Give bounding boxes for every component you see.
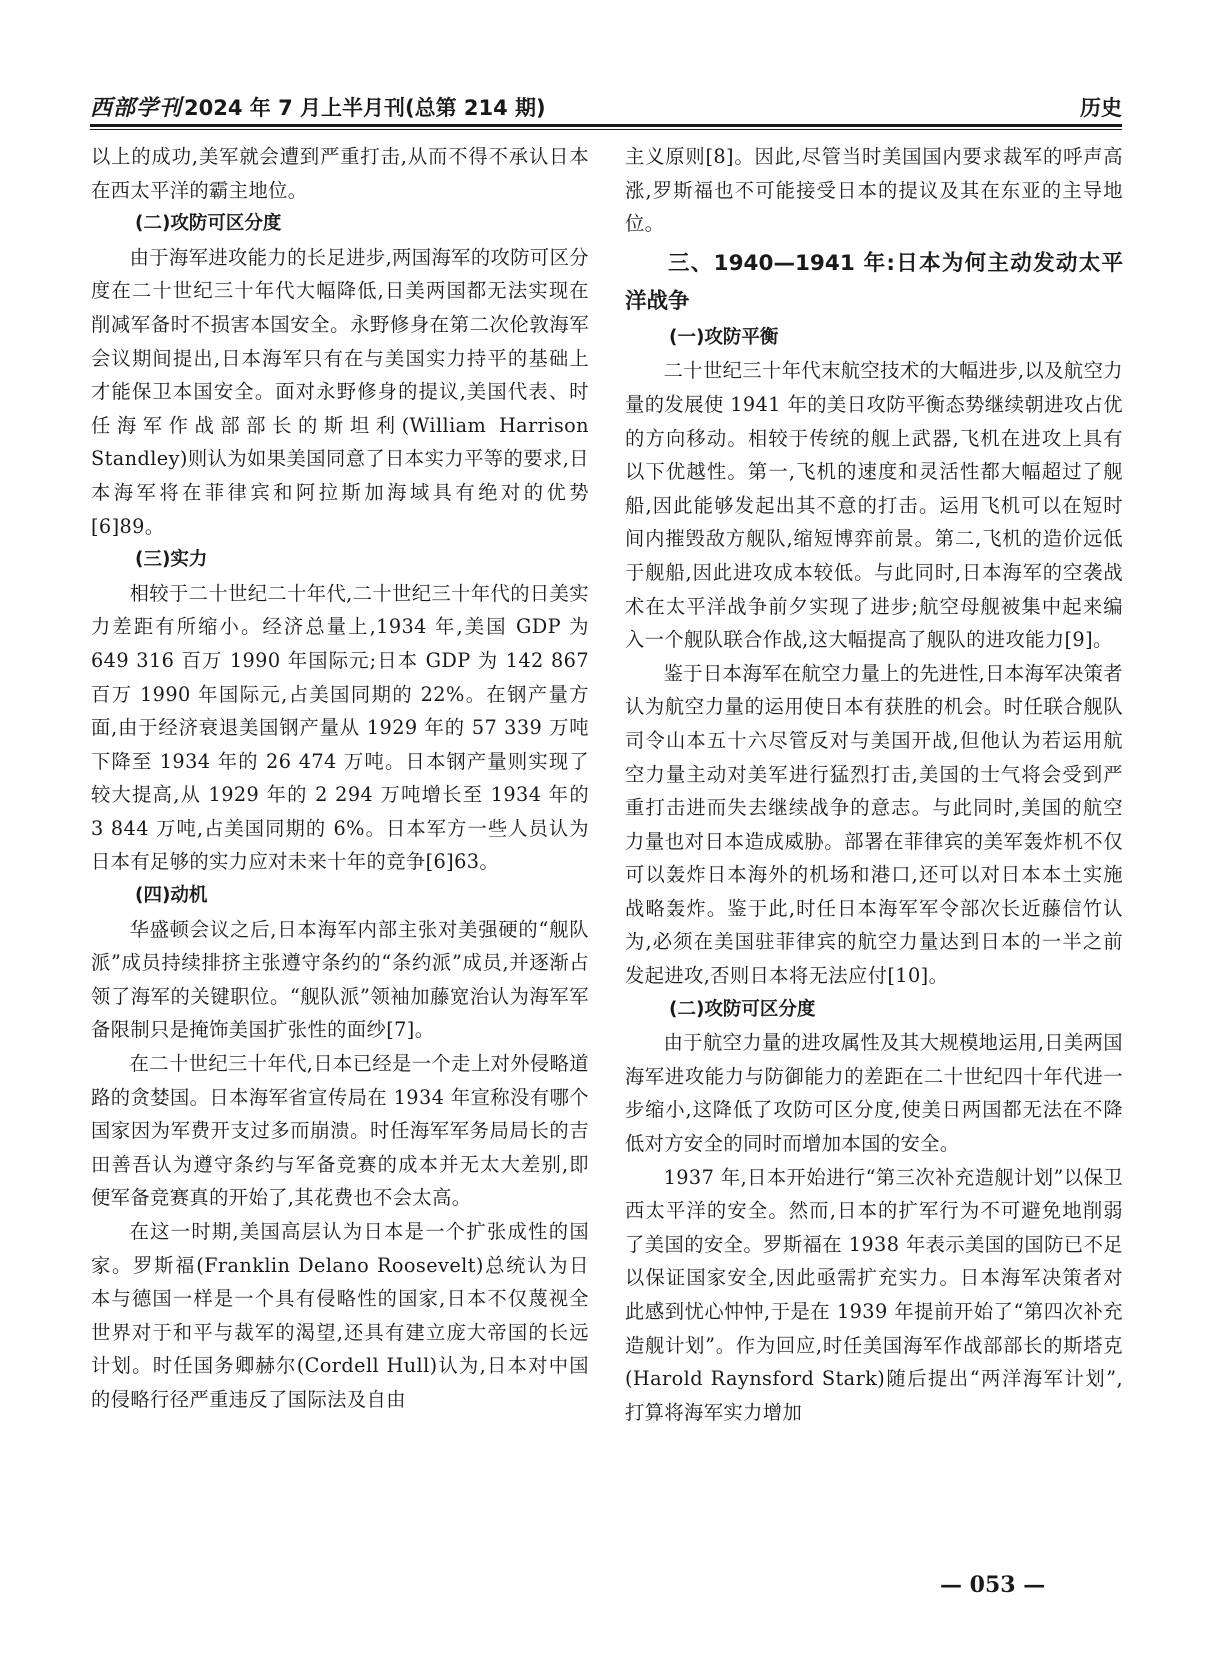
header-rule-thin [90, 129, 1122, 130]
journal-logo: 西部学刊 [90, 95, 183, 121]
header-left [90, 91, 546, 122]
paragraph: 由于海军进攻能力的长足进步,两国海军的攻防可区分度在二十世纪三十年代大幅降低,日美两国都无法实现在削减军备时不损害本国安全。永野修身在第二次伦敦海军会议期间提出,日本海军只有在与美国实力持平的基础上才能保卫本国安全。面对永野修身的提议,美国代表、时任海军作战部部长的斯坦利(William Harrison Standley)则认为如果美国同意了日本实力平等的要求,日本海军将在菲律宾和阿拉斯加海域具有绝对的优势[6]89。 [91, 245, 589, 538]
right-column [625, 140, 1123, 1429]
continued-paragraph: 以上的成功,美军就会遭到严重打击,从而不得不承认日本在西太平洋的霸主地位。 [91, 145, 589, 202]
paragraph: 二十世纪三十年代末航空技术的大幅进步,以及航空力量的发展使 1941 年的美日攻防平衡态势继续朝进攻占优的方向移动。相较于传统的舰上武器,飞机在进攻上具有以下优越性。第一,飞机的速度和灵活性都大幅超过了舰船,因此能够发起出其不意的打击。运用飞机可以在短时间内摧毁敌方舰队,缩短博弈前景。第二,飞机的造价远低于舰船,因此进攻成本较低。与此同时,日本海军的空袭战术在太平洋战争前夕实现了进步;航空母舰被集中起来编入一个舰队联合作战,这大幅提高了舰队的进攻能力[9]。 [625, 359, 1123, 652]
header-rule-thick [90, 124, 1122, 127]
subsection-heading: (一)攻防平衡 [669, 326, 779, 348]
paragraph: 1937 年,日本开始进行“第三次补充造舰计划”以保卫西太平洋的安全。然而,日本的扩军行为不可避免地削弱了美国的安全。罗斯福在 1938 年表示美国的国防已不足以保证国家安全,因此亟需扩充实力。日本海军决策者对此感到忧心忡忡,于是在 1939 年提前开始了“第四次补充造舰计划”。作为回应,时任美国海军作战部部长的斯塔克(Harold Raynsford Stark)随后提出“两洋海军计划”,打算将海军实力增加 [625, 1165, 1123, 1424]
subsection-heading: (四)动机 [135, 885, 208, 907]
left-column [91, 140, 589, 1417]
continued-paragraph: 主义原则[8]。因此,尽管当时美国国内要求裁军的呼声高涨,罗斯福也不可能接受日本的提议及其在东亚的主导地位。 [625, 145, 1123, 236]
subsection-heading: (三)实力 [135, 549, 208, 571]
page-number: — 053 — [940, 1572, 1046, 1598]
paragraph: 在这一时期,美国高层认为日本是一个扩张成性的国家。罗斯福(Franklin Delano Roosevelt)总统认为日本与德国一样是一个具有侵略性的国家,日本不仅蔑视全世界对于和平与裁军的渴望,还具有建立庞大帝国的长远计划。时任国务卿赫尔(Cordell Hull)认为,日本对中国的侵略行径严重违反了国际法及自由 [91, 1220, 589, 1411]
subsection-heading: (二)攻防可区分度 [669, 998, 816, 1020]
paragraph: 在二十世纪三十年代,日本已经是一个走上对外侵略道路的贪婪国。日本海军省宣传局在 1934 年宣称没有哪个国家因为军费开支过多而崩溃。时任海军军务局局长的吉田善吾认为遵守条约与军备竞赛的成本并无太大差别,即便军备竞赛真的开始了,其花费也不会太高。 [91, 1052, 589, 1210]
paragraph: 鉴于日本海军在航空力量上的先进性,日本海军决策者认为航空力量的运用使日本有获胜的机会。时任联合舰队司令山本五十六尽管反对与美国开战,但他认为若运用航空力量主动对美军进行猛烈打击,美国的士气将会受到严重打击进而失去继续战争的意志。与此同时,美国的航空力量也对日本造成威胁。部署在菲律宾的美军轰炸机不仅可以轰炸日本海外的机场和港口,还可以对日本本土实施战略轰炸。鉴于此,时任日本海军军令部次长近藤信竹认为,必须在美国驻菲律宾的航空力量达到日本的一半之前发起进攻,否则日本将无法应付[10]。 [625, 661, 1123, 988]
section-label: 历史 [1080, 96, 1122, 120]
paragraph: 由于航空力量的进攻属性及其大规模地运用,日美两国海军进攻能力与防御能力的差距在二十世纪四十年代进一步缩小,这降低了攻防可区分度,使美日两国都无法在不降低对方安全的同时而增加本国的安全。 [625, 1031, 1123, 1156]
paragraph: 华盛顿会议之后,日本海军内部主张对美强硬的“舰队派”成员持续排挤主张遵守条约的“条约派”成员,并逐渐占领了海军的关键职位。“舰队派”领袖加藤宽治认为海军军备限制只是掩饰美国扩张性的面纱[7]。 [91, 917, 589, 1042]
subsection-heading: (二)攻防可区分度 [135, 213, 282, 235]
issue-info: 2024 年 7 月上半月刊(总第 214 期) [184, 96, 546, 120]
running-header [90, 84, 1122, 122]
section-heading: 三、1940—1941 年:日本为何主动发动太平洋战争 [625, 250, 1123, 314]
paragraph: 相较于二十世纪二十年代,二十世纪三十年代的日美实力差距有所缩小。经济总量上,1934 年,美国 GDP 为 649 316 百万 1990 年国际元;日本 GDP 为 142 867 百万 1990 年国际元,占美国同期的 22%。在钢产量方面,由于经济衰退美国钢产量从 1929 年的 57 339 万吨下降至 1934 年的 26 474 万吨。日本钢产量则实现了较大提高,从 1929 年的 2 294 万吨增长至 1934 年的 3 844 万吨,占美国同期的 6%。日本军方一些人员认为日本有足够的实力应对未来十年的竞争[6]63。 [91, 581, 589, 874]
